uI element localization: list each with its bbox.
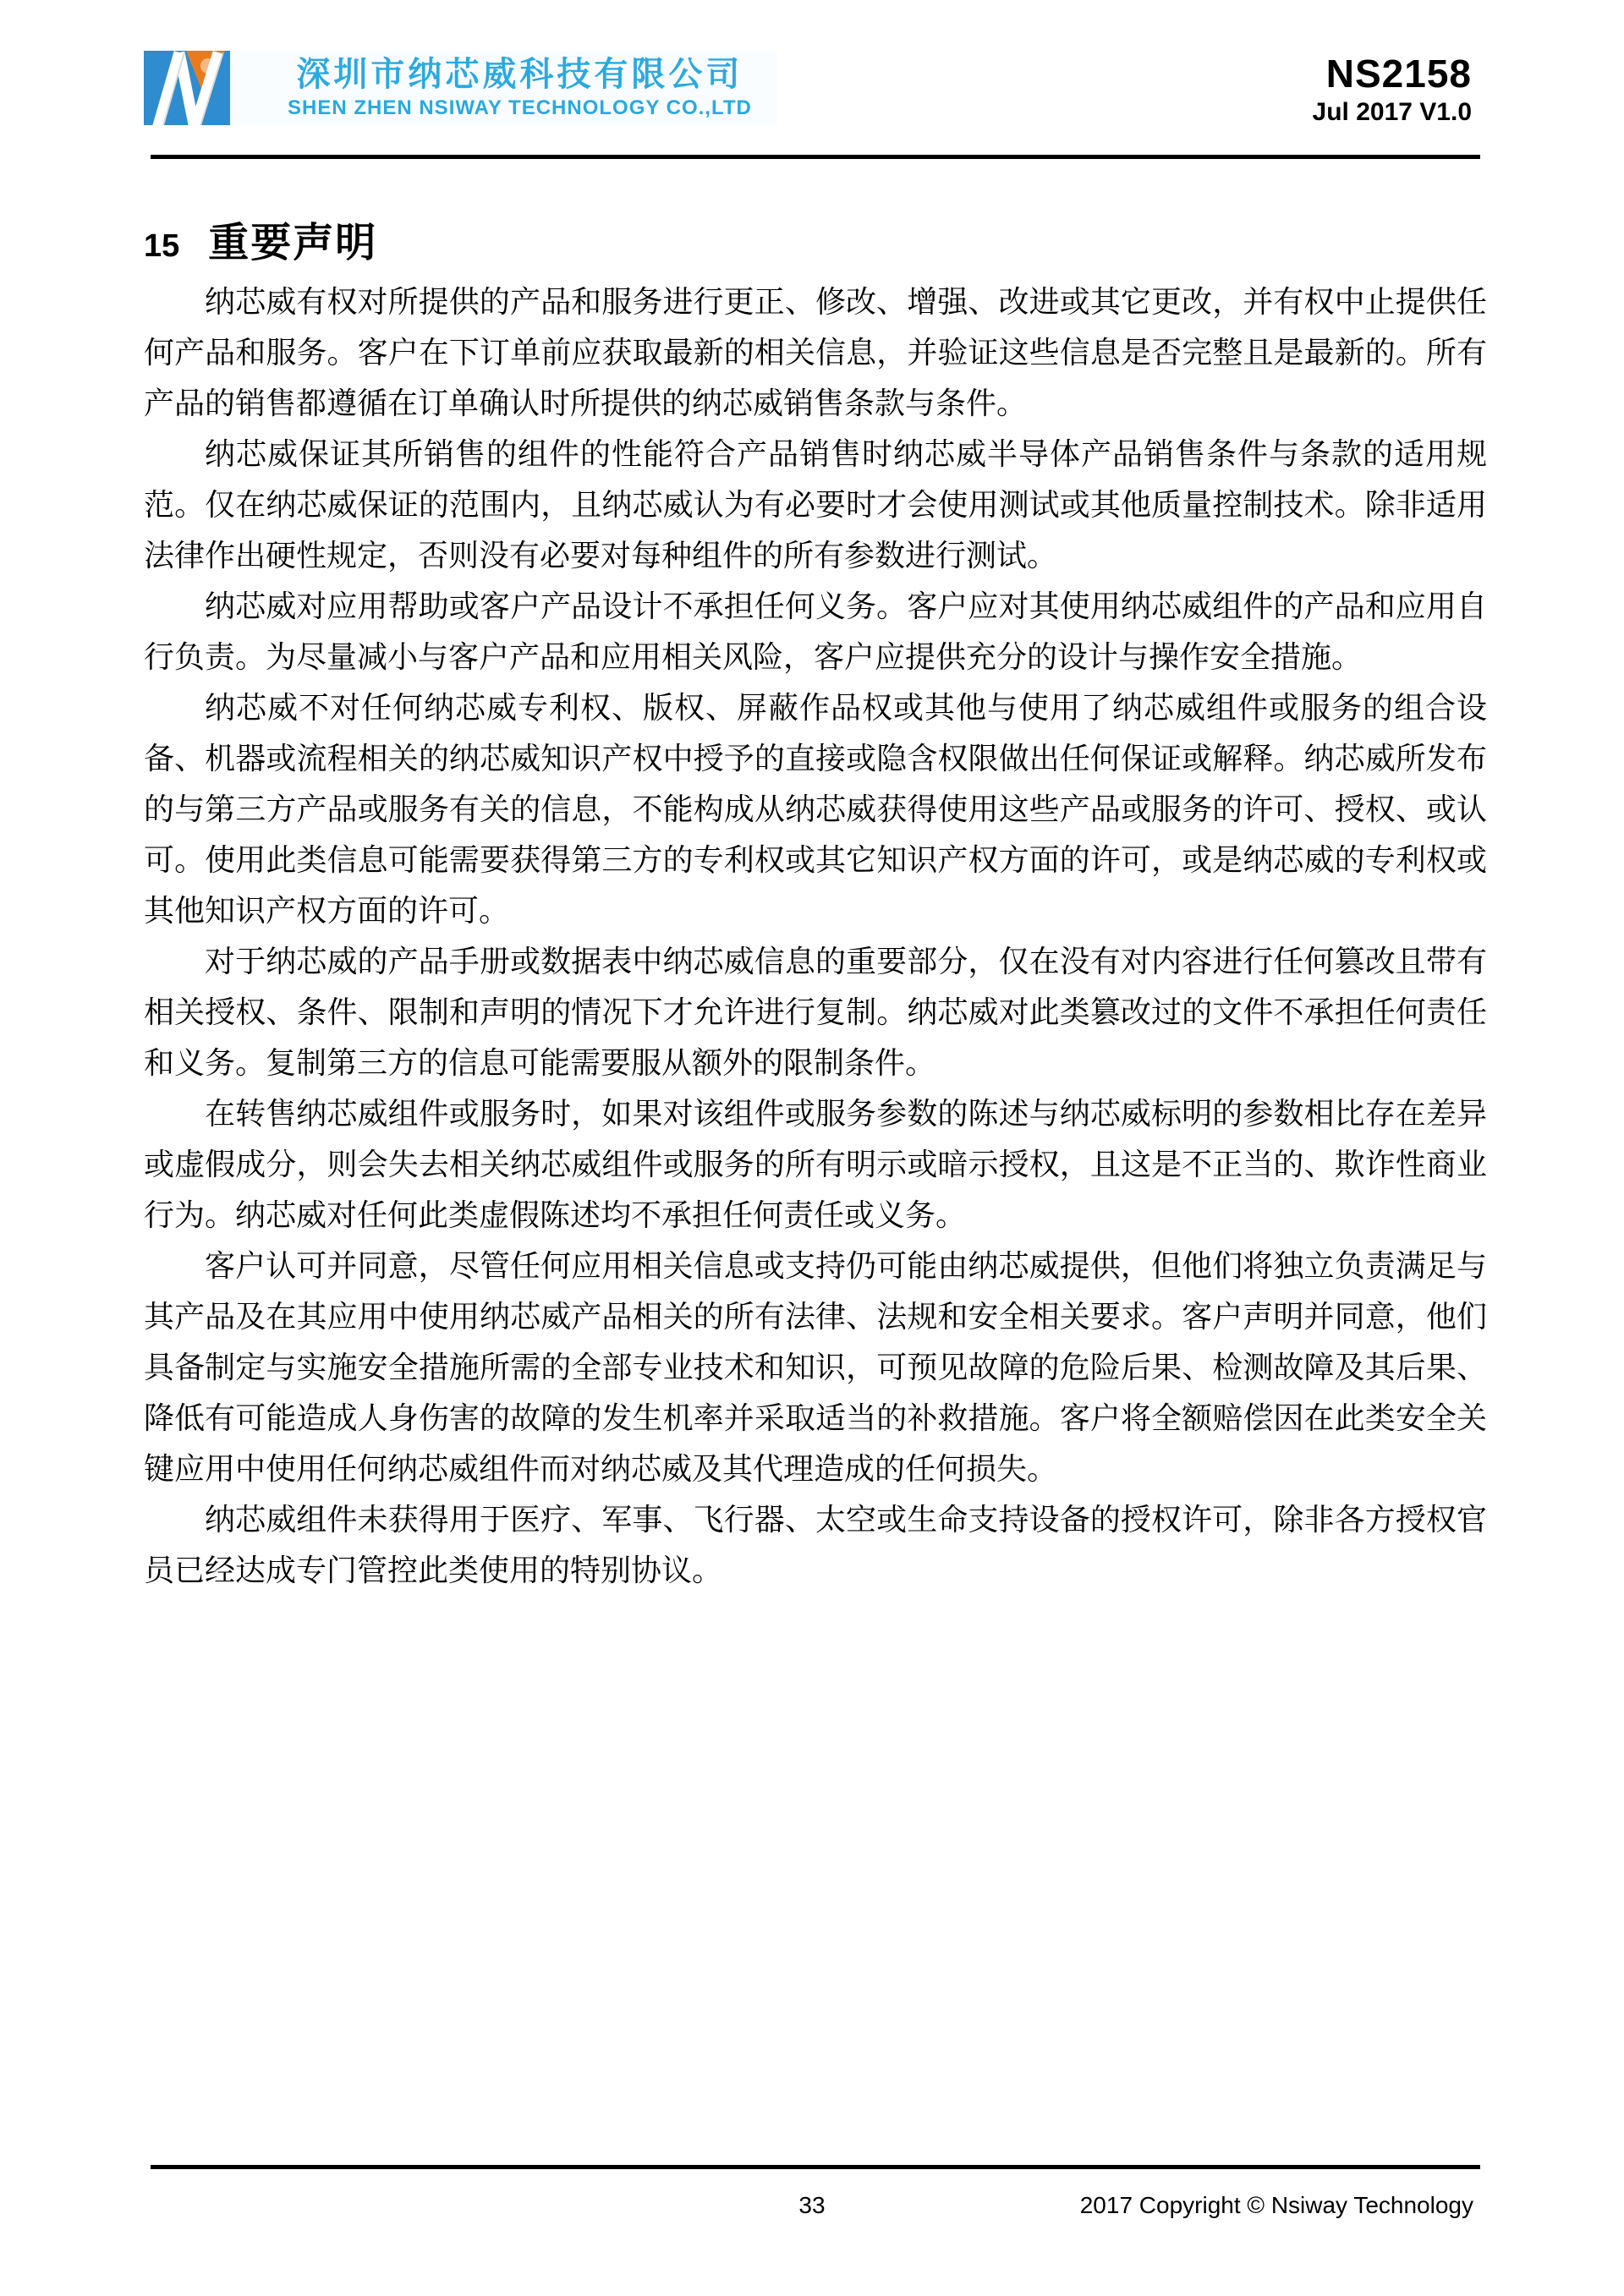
page-footer — [144, 2192, 1480, 2226]
header-divider — [151, 155, 1480, 159]
page-number: 33 — [798, 2192, 826, 2218]
part-number: NS2158 — [1325, 52, 1472, 96]
company-names — [288, 54, 752, 121]
section-number: 15 — [144, 228, 180, 264]
statement-paragraph: 客户认可并同意，尽管任何应用相关信息或支持仍可能由纳芯威提供，但他们将独立负责满足与其产品及在其应用中使用纳芯威产品相关的所有法律、法规和安全相关要求。客户声明并同意，他们具备制定与实施安全措施所需的全部专业技术和知识，可预见故障的危险后果、检测故障及其后果、降低有可能造成人身伤害的故障的发生机率并采取适当的补救措施。客户将全额赔偿因在此类安全关键应用中使用任何纳芯威组件而对纳芯威及其代理造成的任何损失。 — [144, 1249, 1487, 1487]
company-name-en: SHEN ZHEN NSIWAY TECHNOLOGY CO.,LTD — [288, 96, 752, 120]
company-name-cn: 深圳市纳芯威科技有限公司 — [296, 56, 743, 94]
page-header — [144, 51, 1472, 156]
nsiway-logo-icon — [144, 51, 230, 125]
statement-paragraph: 纳芯威组件未获得用于医疗、军事、飞行器、太空或生命支持设备的授权许可，除非各方授权官员已经达成专门管控此类使用的特别协议。 — [144, 1503, 1487, 1588]
statement-paragraph: 对于纳芯威的产品手册或数据表中纳芯威信息的重要部分，仅在没有对内容进行任何篡改且带有相关授权、条件、限制和声明的情况下才允许进行复制。纳芯威对此类篡改过的文件不承担任何责任和义务。复制第三方的信息可能需要服从额外的限制条件。 — [144, 945, 1487, 1081]
document-id-block — [1313, 51, 1472, 129]
company-identity — [144, 51, 777, 125]
footer-divider — [151, 2165, 1480, 2169]
statement-paragraph: 纳芯威不对任何纳芯威专利权、版权、屏蔽作品权或其他与使用了纳芯威组件或服务的组合设备、机器或流程相关的纳芯威知识产权中授予的直接或隐含权限做出任何保证或解释。纳芯威所发布的与第三方产品或服务有关的信息，不能构成从纳芯威获得使用这些产品或服务的许可、授权、或认可。使用此类信息可能需要获得第三方的专利权或其它知识产权方面的许可，或是纳芯威的专利权或其他知识产权方面的许可。 — [144, 691, 1487, 929]
statement-body — [144, 277, 1487, 1597]
section-heading — [144, 210, 377, 268]
revision-date: Jul 2017 V1.0 — [1312, 97, 1472, 126]
statement-paragraph: 纳芯威对应用帮助或客户产品设计不承担任何义务。客户应对其使用纳芯威组件的产品和应用自行负责。为尽量减小与客户产品和应用相关风险，客户应提供充分的设计与操作安全措施。 — [144, 589, 1487, 675]
section-title: 重要声明 — [208, 221, 378, 266]
statement-paragraph: 纳芯威有权对所提供的产品和服务进行更正、修改、增强、改进或其它更改，并有权中止提供任何产品和服务。客户在下订单前应获取最新的相关信息，并验证这些信息是否完整且是最新的。所有产品的销售都遵循在订单确认时所提供的纳芯威销售条款与条件。 — [144, 285, 1487, 421]
statement-paragraph: 在转售纳芯威组件或服务时，如果对该组件或服务参数的陈述与纳芯威标明的参数相比存在差异或虚假成分，则会失去相关纳芯威组件或服务的所有明示或暗示授权，且这是不正当的、欺诈性商业行为。纳芯威对任何此类虚假陈述均不承担任何责任或义务。 — [144, 1097, 1487, 1233]
statement-paragraph: 纳芯威保证其所销售的组件的性能符合产品销售时纳芯威半导体产品销售条件与条款的适用规范。仅在纳芯威保证的范围内，且纳芯威认为有必要时才会使用测试或其他质量控制技术。除非适用法律作出硬性规定，否则没有必要对每种组件的所有参数进行测试。 — [144, 437, 1487, 573]
copyright-notice: 2017 Copyright © Nsiway Technology — [1079, 2192, 1473, 2218]
